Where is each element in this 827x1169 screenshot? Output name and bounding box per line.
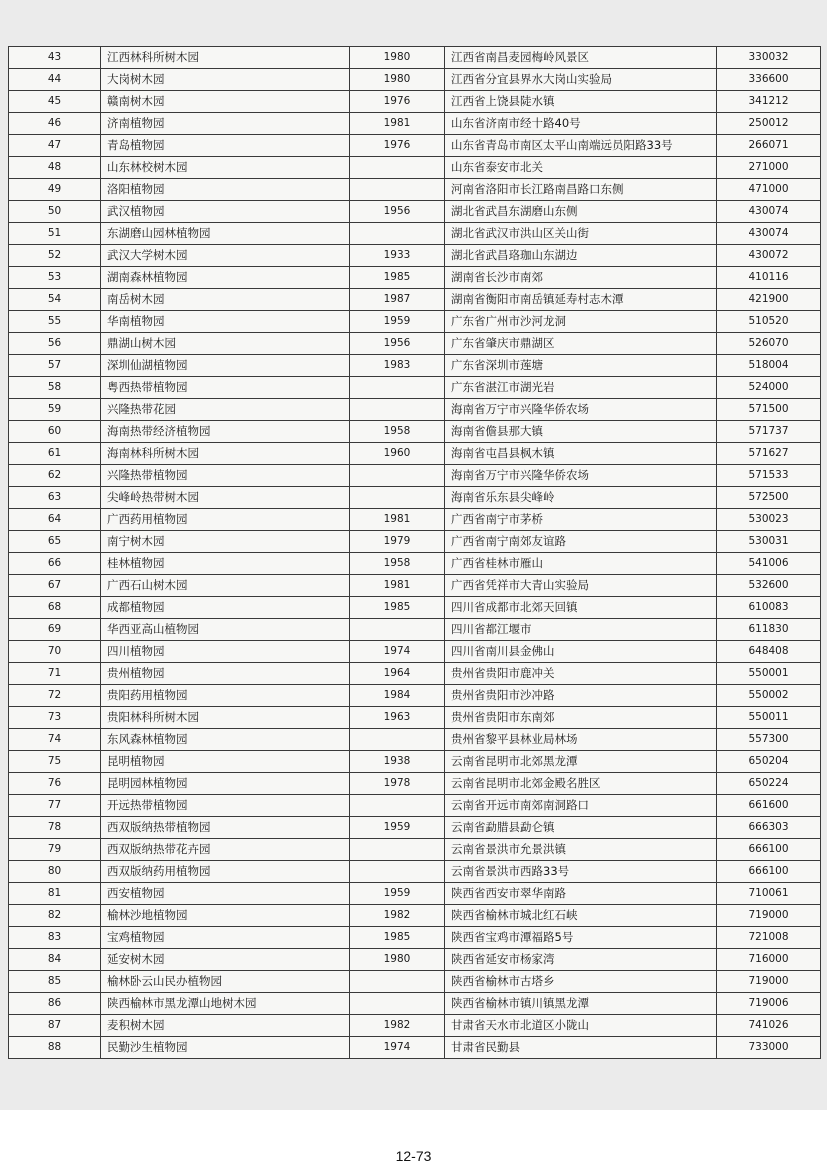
address-cell: 贵州省黎平县林业局林场 [445,729,717,751]
postal-code-cell: 557300 [717,729,821,751]
established-year-cell [350,729,445,751]
garden-name-cell: 西双版纳热带花卉园 [101,839,350,861]
postal-code-cell: 721008 [717,927,821,949]
garden-name-cell: 四川植物园 [101,641,350,663]
established-year-cell: 1987 [350,289,445,311]
established-year-cell: 1956 [350,201,445,223]
garden-name-cell: 华西亚高山植物园 [101,619,350,641]
garden-name-cell: 海南热带经济植物园 [101,421,350,443]
postal-code-cell: 510520 [717,311,821,333]
established-year-cell: 1985 [350,927,445,949]
row-number-cell: 81 [9,883,101,905]
postal-code-cell: 518004 [717,355,821,377]
row-number-cell: 56 [9,333,101,355]
address-cell: 广西省南宁市茅桥 [445,509,717,531]
row-number-cell: 46 [9,113,101,135]
established-year-cell: 1960 [350,443,445,465]
address-cell: 海南省乐东县尖峰岭 [445,487,717,509]
table-row [9,883,821,905]
postal-code-cell: 271000 [717,157,821,179]
established-year-cell: 1933 [350,245,445,267]
row-number-cell: 85 [9,971,101,993]
postal-code-cell: 572500 [717,487,821,509]
row-number-cell: 79 [9,839,101,861]
garden-name-cell: 麦积树木园 [101,1015,350,1037]
garden-name-cell: 广西石山树木园 [101,575,350,597]
row-number-cell: 47 [9,135,101,157]
established-year-cell: 1984 [350,685,445,707]
row-number-cell: 45 [9,91,101,113]
row-number-cell: 48 [9,157,101,179]
garden-name-cell: 东湖磨山园林植物园 [101,223,350,245]
established-year-cell: 1974 [350,1037,445,1059]
table-row [9,113,821,135]
established-year-cell [350,223,445,245]
table-row [9,443,821,465]
table-row [9,223,821,245]
table-row [9,399,821,421]
postal-code-cell: 571627 [717,443,821,465]
address-cell: 陕西省榆林市镇川镇黑龙潭 [445,993,717,1015]
table-row [9,135,821,157]
table-row [9,179,821,201]
postal-code-cell: 530031 [717,531,821,553]
row-number-cell: 43 [9,47,101,69]
row-number-cell: 59 [9,399,101,421]
established-year-cell [350,971,445,993]
row-number-cell: 82 [9,905,101,927]
established-year-cell [350,795,445,817]
address-cell: 广东省广州市沙河龙洞 [445,311,717,333]
established-year-cell [350,465,445,487]
established-year-cell [350,839,445,861]
address-cell: 江西省上饶县陡水镇 [445,91,717,113]
established-year-cell [350,993,445,1015]
garden-name-cell: 深圳仙湖植物园 [101,355,350,377]
garden-name-cell: 山东林校树木园 [101,157,350,179]
established-year-cell: 1980 [350,47,445,69]
garden-name-cell: 贵阳药用植物园 [101,685,350,707]
table-row [9,575,821,597]
table-row [9,685,821,707]
table-row [9,795,821,817]
address-cell: 甘肃省民勤县 [445,1037,717,1059]
established-year-cell: 1980 [350,949,445,971]
garden-name-cell: 昆明园林植物园 [101,773,350,795]
address-cell: 四川省南川县金佛山 [445,641,717,663]
garden-name-cell: 粤西热带植物园 [101,377,350,399]
established-year-cell [350,157,445,179]
table-row [9,333,821,355]
address-cell: 海南省万宁市兴隆华侨农场 [445,399,717,421]
established-year-cell: 1981 [350,575,445,597]
postal-code-cell: 250012 [717,113,821,135]
row-number-cell: 76 [9,773,101,795]
table-row [9,267,821,289]
postal-code-cell: 430072 [717,245,821,267]
row-number-cell: 58 [9,377,101,399]
row-number-cell: 88 [9,1037,101,1059]
address-cell: 云南省昆明市北郊金殿名胜区 [445,773,717,795]
postal-code-cell: 741026 [717,1015,821,1037]
row-number-cell: 53 [9,267,101,289]
garden-name-cell: 尖峰岭热带树木园 [101,487,350,509]
address-cell: 江西省分宜县界水大岗山实验局 [445,69,717,91]
table-row [9,245,821,267]
row-number-cell: 84 [9,949,101,971]
table-row [9,421,821,443]
row-number-cell: 68 [9,597,101,619]
postal-code-cell: 710061 [717,883,821,905]
postal-code-cell: 666100 [717,839,821,861]
address-cell: 海南省万宁市兴隆华侨农场 [445,465,717,487]
row-number-cell: 70 [9,641,101,663]
garden-name-cell: 延安树木园 [101,949,350,971]
address-cell: 贵州省贵阳市沙冲路 [445,685,717,707]
row-number-cell: 77 [9,795,101,817]
established-year-cell [350,377,445,399]
row-number-cell: 55 [9,311,101,333]
garden-name-cell: 民勤沙生植物园 [101,1037,350,1059]
garden-name-cell: 开远热带植物园 [101,795,350,817]
table-row [9,157,821,179]
address-cell: 陕西省宝鸡市潭福路5号 [445,927,717,949]
garden-name-cell: 南宁树木园 [101,531,350,553]
row-number-cell: 52 [9,245,101,267]
postal-code-cell: 611830 [717,619,821,641]
row-number-cell: 61 [9,443,101,465]
garden-name-cell: 宝鸡植物园 [101,927,350,949]
row-number-cell: 80 [9,861,101,883]
row-number-cell: 60 [9,421,101,443]
row-number-cell: 78 [9,817,101,839]
garden-name-cell: 陕西榆林市黑龙潭山地树木园 [101,993,350,1015]
postal-code-cell: 410116 [717,267,821,289]
address-cell: 湖南省长沙市南郊 [445,267,717,289]
established-year-cell: 1980 [350,69,445,91]
table-body [9,47,821,1059]
garden-name-cell: 鼎湖山树木园 [101,333,350,355]
postal-code-cell: 648408 [717,641,821,663]
postal-code-cell: 716000 [717,949,821,971]
postal-code-cell: 610083 [717,597,821,619]
address-cell: 海南省儋县那大镇 [445,421,717,443]
address-cell: 广西省桂林市雁山 [445,553,717,575]
garden-name-cell: 湖南森林植物园 [101,267,350,289]
garden-name-cell: 榆林卧云山民办植物园 [101,971,350,993]
established-year-cell: 1959 [350,883,445,905]
garden-name-cell: 西双版纳药用植物园 [101,861,350,883]
postal-code-cell: 266071 [717,135,821,157]
garden-name-cell: 西双版纳热带植物园 [101,817,350,839]
postal-code-cell: 524000 [717,377,821,399]
established-year-cell: 1958 [350,553,445,575]
address-cell: 山东省青岛市南区太平山南端远员阳路33号 [445,135,717,157]
address-cell: 陕西省西安市翠华南路 [445,883,717,905]
established-year-cell [350,179,445,201]
table-row [9,619,821,641]
garden-name-cell: 贵阳林科所树木园 [101,707,350,729]
row-number-cell: 50 [9,201,101,223]
address-cell: 四川省成都市北郊天回镇 [445,597,717,619]
garden-name-cell: 洛阳植物园 [101,179,350,201]
row-number-cell: 83 [9,927,101,949]
row-number-cell: 57 [9,355,101,377]
established-year-cell: 1981 [350,113,445,135]
page-number: 12-73 [395,1148,432,1164]
row-number-cell: 65 [9,531,101,553]
table-row [9,861,821,883]
garden-name-cell: 昆明植物园 [101,751,350,773]
garden-name-cell: 大岗树木园 [101,69,350,91]
garden-name-cell: 江西林科所树木园 [101,47,350,69]
row-number-cell: 86 [9,993,101,1015]
established-year-cell [350,619,445,641]
address-cell: 云南省开远市南郊南洞路口 [445,795,717,817]
botanical-garden-table-container [8,46,820,1059]
postal-code-cell: 430074 [717,201,821,223]
established-year-cell: 1985 [350,267,445,289]
address-cell: 广东省肇庆市鼎湖区 [445,333,717,355]
address-cell: 贵州省贵阳市鹿冲关 [445,663,717,685]
postal-code-cell: 571533 [717,465,821,487]
table-row [9,201,821,223]
garden-name-cell: 东风森林植物园 [101,729,350,751]
address-cell: 山东省济南市经十路40号 [445,113,717,135]
table-row [9,553,821,575]
table-row [9,355,821,377]
garden-name-cell: 西安植物园 [101,883,350,905]
garden-name-cell: 青岛植物园 [101,135,350,157]
table-row [9,927,821,949]
garden-name-cell: 桂林植物园 [101,553,350,575]
established-year-cell: 1963 [350,707,445,729]
established-year-cell: 1978 [350,773,445,795]
postal-code-cell: 532600 [717,575,821,597]
row-number-cell: 49 [9,179,101,201]
address-cell: 江西省南昌麦园梅岭风景区 [445,47,717,69]
postal-code-cell: 666100 [717,861,821,883]
address-cell: 云南省景洪市允景洪镇 [445,839,717,861]
address-cell: 广东省深圳市莲塘 [445,355,717,377]
established-year-cell: 1976 [350,135,445,157]
address-cell: 贵州省贵阳市东南郊 [445,707,717,729]
established-year-cell: 1981 [350,509,445,531]
postal-code-cell: 719000 [717,971,821,993]
garden-name-cell: 济南植物园 [101,113,350,135]
established-year-cell: 1959 [350,311,445,333]
postal-code-cell: 550002 [717,685,821,707]
established-year-cell: 1985 [350,597,445,619]
garden-name-cell: 海南林科所树木园 [101,443,350,465]
garden-name-cell: 南岳树木园 [101,289,350,311]
postal-code-cell: 550001 [717,663,821,685]
established-year-cell: 1982 [350,905,445,927]
garden-name-cell: 武汉植物园 [101,201,350,223]
table-row [9,817,821,839]
established-year-cell: 1982 [350,1015,445,1037]
established-year-cell: 1976 [350,91,445,113]
address-cell: 湖北省武昌珞珈山东湖边 [445,245,717,267]
row-number-cell: 75 [9,751,101,773]
established-year-cell: 1958 [350,421,445,443]
garden-name-cell: 华南植物园 [101,311,350,333]
garden-name-cell: 赣南树木园 [101,91,350,113]
garden-name-cell: 贵州植物园 [101,663,350,685]
postal-code-cell: 571500 [717,399,821,421]
garden-name-cell: 榆林沙地植物园 [101,905,350,927]
established-year-cell: 1956 [350,333,445,355]
address-cell: 广西省南宁南郊友谊路 [445,531,717,553]
garden-name-cell: 兴隆热带植物园 [101,465,350,487]
table-row [9,47,821,69]
table-row [9,729,821,751]
established-year-cell: 1974 [350,641,445,663]
address-cell: 云南省景洪市西路33号 [445,861,717,883]
postal-code-cell: 719006 [717,993,821,1015]
garden-name-cell: 成都植物园 [101,597,350,619]
table-row [9,487,821,509]
address-cell: 云南省昆明市北郊黑龙潭 [445,751,717,773]
postal-code-cell: 330032 [717,47,821,69]
row-number-cell: 64 [9,509,101,531]
established-year-cell: 1959 [350,817,445,839]
established-year-cell: 1964 [350,663,445,685]
address-cell: 山东省泰安市北关 [445,157,717,179]
row-number-cell: 66 [9,553,101,575]
postal-code-cell: 526070 [717,333,821,355]
row-number-cell: 73 [9,707,101,729]
established-year-cell: 1979 [350,531,445,553]
address-cell: 陕西省延安市杨家湾 [445,949,717,971]
established-year-cell: 1983 [350,355,445,377]
address-cell: 广西省凭祥市大青山实验局 [445,575,717,597]
table-row [9,641,821,663]
row-number-cell: 72 [9,685,101,707]
garden-name-cell: 广西药用植物园 [101,509,350,531]
row-number-cell: 74 [9,729,101,751]
garden-name-cell: 兴隆热带花园 [101,399,350,421]
table-row [9,1015,821,1037]
address-cell: 云南省勐腊县勐仑镇 [445,817,717,839]
established-year-cell: 1938 [350,751,445,773]
address-cell: 湖北省武汉市洪山区关山街 [445,223,717,245]
table-row [9,1037,821,1059]
postal-code-cell: 650204 [717,751,821,773]
botanical-garden-table [8,46,821,1059]
address-cell: 湖北省武昌东湖磨山东侧 [445,201,717,223]
established-year-cell [350,399,445,421]
table-row [9,751,821,773]
address-cell: 河南省洛阳市长江路南昌路口东侧 [445,179,717,201]
table-row [9,91,821,113]
postal-code-cell: 541006 [717,553,821,575]
address-cell: 广东省湛江市湖光岩 [445,377,717,399]
address-cell: 陕西省榆林市城北红石峡 [445,905,717,927]
table-row [9,839,821,861]
postal-code-cell: 341212 [717,91,821,113]
row-number-cell: 62 [9,465,101,487]
postal-code-cell: 430074 [717,223,821,245]
postal-code-cell: 733000 [717,1037,821,1059]
address-cell: 海南省屯昌县枫木镇 [445,443,717,465]
postal-code-cell: 336600 [717,69,821,91]
postal-code-cell: 550011 [717,707,821,729]
table-row [9,377,821,399]
table-row [9,773,821,795]
row-number-cell: 69 [9,619,101,641]
table-row [9,311,821,333]
table-row [9,69,821,91]
table-row [9,993,821,1015]
row-number-cell: 87 [9,1015,101,1037]
postal-code-cell: 666303 [717,817,821,839]
address-cell: 甘肃省天水市北道区小陇山 [445,1015,717,1037]
established-year-cell [350,861,445,883]
garden-name-cell: 武汉大学树木园 [101,245,350,267]
postal-code-cell: 661600 [717,795,821,817]
table-row [9,905,821,927]
postal-code-cell: 471000 [717,179,821,201]
postal-code-cell: 719000 [717,905,821,927]
row-number-cell: 71 [9,663,101,685]
row-number-cell: 51 [9,223,101,245]
table-row [9,531,821,553]
table-row [9,663,821,685]
table-row [9,289,821,311]
address-cell: 湖南省衡阳市南岳镇延寿村志木潭 [445,289,717,311]
postal-code-cell: 650224 [717,773,821,795]
address-cell: 四川省都江堰市 [445,619,717,641]
row-number-cell: 67 [9,575,101,597]
postal-code-cell: 571737 [717,421,821,443]
table-row [9,971,821,993]
table-row [9,949,821,971]
postal-code-cell: 530023 [717,509,821,531]
row-number-cell: 63 [9,487,101,509]
row-number-cell: 54 [9,289,101,311]
table-row [9,597,821,619]
established-year-cell [350,487,445,509]
row-number-cell: 44 [9,69,101,91]
table-row [9,465,821,487]
postal-code-cell: 421900 [717,289,821,311]
address-cell: 陕西省榆林市古塔乡 [445,971,717,993]
table-row [9,509,821,531]
table-row [9,707,821,729]
